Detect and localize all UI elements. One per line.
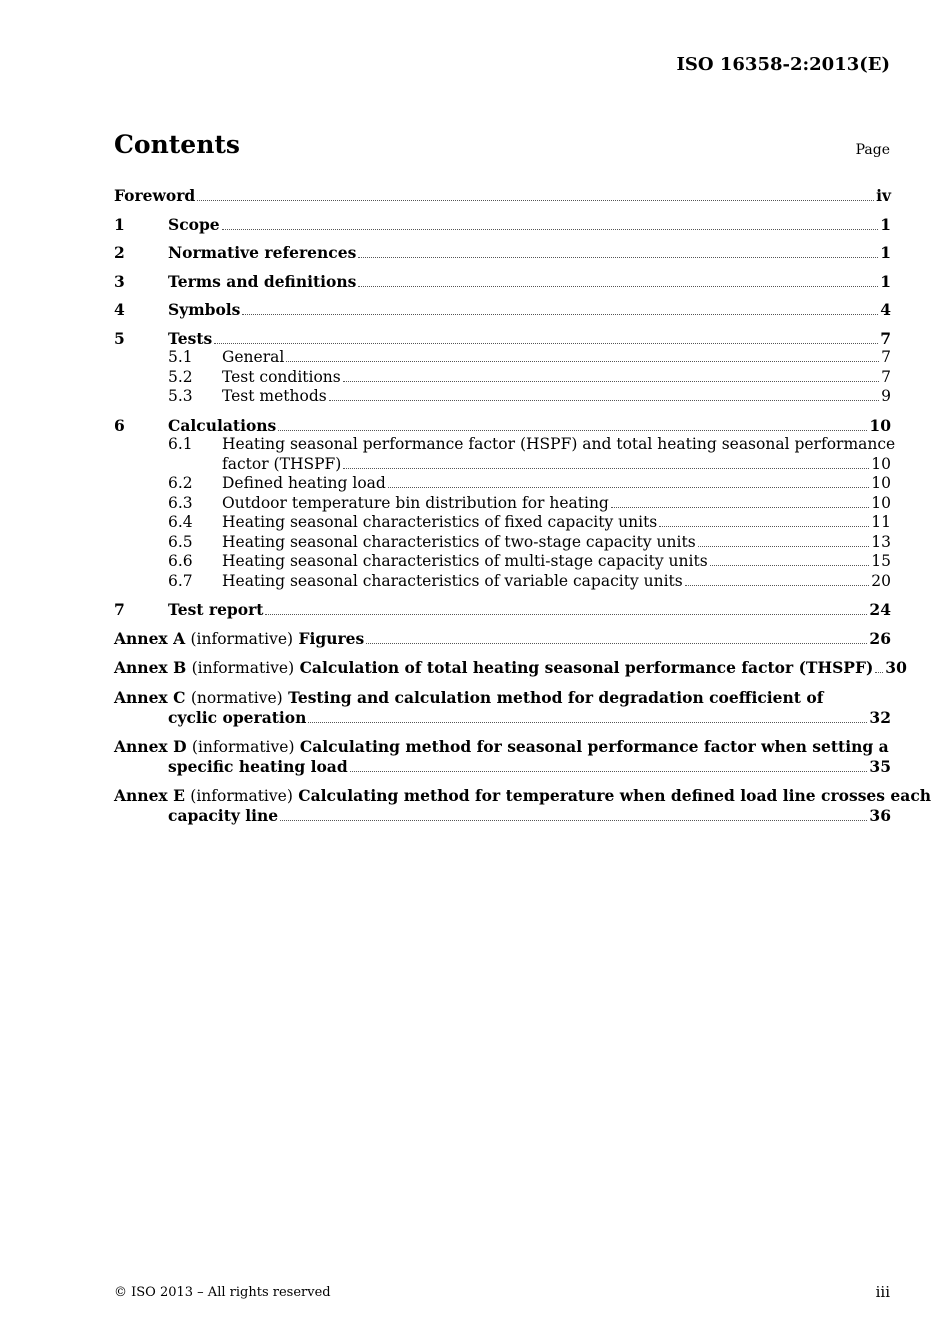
dot-leader: [710, 565, 870, 566]
annex-id: Annex B: [114, 658, 187, 677]
dot-leader: [350, 771, 868, 772]
dot-leader: [242, 314, 878, 315]
dot-leader: [286, 361, 879, 362]
toc-label: Tests: [168, 328, 213, 348]
toc-label: Heating seasonal characteristics of fixed capacity units: [222, 513, 658, 531]
toc-page: 4: [880, 300, 891, 319]
toc-entry-variable-capacity[interactable]: [114, 572, 891, 592]
toc-page: 1: [880, 271, 891, 291]
toc-number: 5.1: [168, 348, 193, 366]
toc-page: 7: [881, 348, 891, 366]
annex-id: Annex A: [114, 628, 186, 648]
toc-label: Terms and definitions: [168, 271, 357, 291]
toc-number: 6.1: [168, 435, 193, 453]
toc-label-line1: Testing and calculation method for degradation coefficient of: [288, 687, 824, 707]
table-of-contents: [114, 186, 932, 826]
page-number: iii: [875, 1283, 890, 1301]
toc-entry-symbols[interactable]: [114, 300, 891, 320]
annex-kind: (normative): [190, 688, 283, 707]
toc-page: 10: [871, 454, 891, 473]
dot-leader: [366, 643, 867, 644]
toc-page: 10: [871, 493, 891, 512]
toc-entry-calculations[interactable]: [114, 416, 891, 436]
toc-label-line1: Heating seasonal performance factor (HSPF) and total heating seasonal performance: [222, 435, 896, 453]
toc-number: 6.6: [168, 552, 193, 570]
toc-label-line1: Calculating method for temperature when defined load line crosses each: [298, 785, 932, 805]
toc-page: 1: [880, 243, 891, 262]
toc-number: 6.4: [168, 513, 193, 531]
toc-entry-annex-b[interactable]: [114, 658, 907, 679]
toc-entry-annex-e[interactable]: [114, 785, 932, 826]
annex-kind: (informative): [190, 786, 293, 805]
toc-entry-annex-d[interactable]: [114, 737, 891, 777]
toc-label: Calculations: [168, 415, 277, 435]
dot-leader: [222, 229, 879, 230]
toc-entry-normative-references[interactable]: [114, 243, 891, 263]
toc-label: General: [222, 348, 285, 366]
toc-number: 5: [114, 328, 125, 348]
toc-label: Test methods: [222, 387, 327, 405]
toc-label: Test conditions: [222, 367, 341, 386]
annex-id: Annex E: [114, 785, 185, 805]
toc-entry-scope[interactable]: [114, 215, 891, 235]
toc-number: 6.2: [168, 474, 193, 492]
toc-label: Foreword: [114, 186, 196, 205]
toc-number: 4: [114, 300, 125, 319]
toc-entry-test-report[interactable]: [114, 600, 891, 620]
toc-page: 7: [881, 367, 891, 386]
dot-leader: [358, 286, 878, 287]
dot-leader: [265, 614, 867, 615]
toc-page: 13: [871, 532, 891, 551]
document-id: ISO 16358-2:2013(E): [676, 54, 890, 75]
toc-page: 10: [869, 415, 891, 435]
toc-label-line2: capacity line: [168, 806, 279, 825]
toc-label: Heating seasonal characteristics of multi-stage capacity units: [222, 552, 708, 570]
dot-leader: [659, 526, 869, 527]
dot-leader: [685, 585, 870, 586]
toc-label: Test report: [168, 600, 264, 619]
dot-leader: [214, 343, 878, 344]
toc-entry-foreword[interactable]: [114, 186, 891, 206]
toc-page: 36: [869, 806, 891, 825]
toc-label: Calculation of total heating seasonal performance factor (THSPF): [299, 658, 874, 677]
copyright-notice: © ISO 2013 – All rights reserved: [114, 1285, 331, 1300]
dot-leader: [343, 468, 869, 469]
toc-entry-tests[interactable]: [114, 329, 891, 349]
toc-page: 26: [869, 628, 891, 648]
toc-number: 2: [114, 243, 125, 262]
toc-page: 11: [871, 513, 891, 531]
toc-entry-terms-and-definitions[interactable]: [114, 272, 891, 292]
annex-id: Annex C: [114, 687, 186, 707]
page-title: Contents: [114, 130, 241, 159]
page-column-label: Page: [855, 142, 890, 158]
dot-leader: [278, 430, 867, 431]
toc-number: 5.2: [168, 367, 193, 386]
toc-entry-multi-stage-capacity[interactable]: [114, 552, 891, 572]
dot-leader: [308, 722, 867, 723]
toc-page: 35: [869, 757, 891, 776]
toc-label-line2: cyclic operation: [168, 708, 307, 727]
dot-leader: [388, 487, 869, 488]
toc-label: Outdoor temperature bin distribution for heating: [222, 493, 609, 512]
toc-label: Scope: [168, 214, 220, 234]
dot-leader: [197, 200, 874, 201]
dot-leader: [698, 546, 870, 547]
dot-leader: [358, 257, 878, 258]
toc-entry-general[interactable]: [114, 348, 891, 368]
toc-number: 6.5: [168, 532, 193, 551]
toc-label: Normative references: [168, 243, 357, 262]
annex-id: Annex D: [114, 736, 187, 756]
toc-page: iv: [876, 186, 891, 205]
toc-page: 32: [869, 708, 891, 727]
toc-label-line1: Calculating method for seasonal performance factor when setting a: [299, 736, 889, 756]
toc-number: 7: [114, 600, 125, 619]
toc-page: 1: [880, 214, 891, 234]
toc-page: 10: [871, 474, 891, 492]
toc-number: 6.3: [168, 493, 193, 512]
toc-entry-fixed-capacity[interactable]: [114, 513, 891, 533]
toc-entry-two-stage-capacity[interactable]: [114, 533, 891, 553]
toc-page: 20: [871, 571, 891, 590]
toc-page: 30: [885, 658, 907, 677]
toc-label-line2: specific heating load: [168, 757, 348, 776]
toc-number: 6: [114, 415, 125, 435]
toc-entry-outdoor-temperature-bin[interactable]: [114, 494, 891, 514]
toc-label: Figures: [298, 628, 365, 648]
toc-entry-annex-a[interactable]: [114, 629, 891, 650]
toc-label: Defined heating load: [222, 474, 386, 492]
toc-number: 3: [114, 271, 125, 291]
toc-number: 6.7: [168, 571, 193, 590]
dot-leader: [280, 820, 867, 821]
toc-entry-hspf[interactable]: [114, 435, 896, 474]
toc-number: 5.3: [168, 387, 193, 405]
toc-label-line2: factor (THSPF): [222, 454, 342, 473]
annex-kind: (informative): [190, 629, 294, 648]
dot-leader: [343, 381, 879, 382]
toc-label: Symbols: [168, 300, 241, 319]
toc-page: 7: [880, 328, 891, 348]
annex-kind: (informative): [191, 659, 295, 677]
toc-label: Heating seasonal characteristics of two-stage capacity units: [222, 532, 696, 551]
toc-entry-annex-c[interactable]: [114, 688, 891, 728]
toc-entry-defined-heating-load[interactable]: [114, 474, 891, 494]
toc-page: 9: [881, 387, 891, 405]
toc-entry-test-conditions[interactable]: [114, 368, 891, 388]
dot-leader: [875, 672, 883, 673]
toc-entry-test-methods[interactable]: [114, 387, 891, 407]
toc-label: Heating seasonal characteristics of variable capacity units: [222, 571, 683, 590]
toc-page: 15: [871, 552, 891, 570]
toc-number: 1: [114, 214, 125, 234]
toc-page: 24: [869, 600, 891, 619]
annex-kind: (informative): [191, 737, 295, 756]
dot-leader: [611, 507, 869, 508]
dot-leader: [329, 400, 879, 401]
